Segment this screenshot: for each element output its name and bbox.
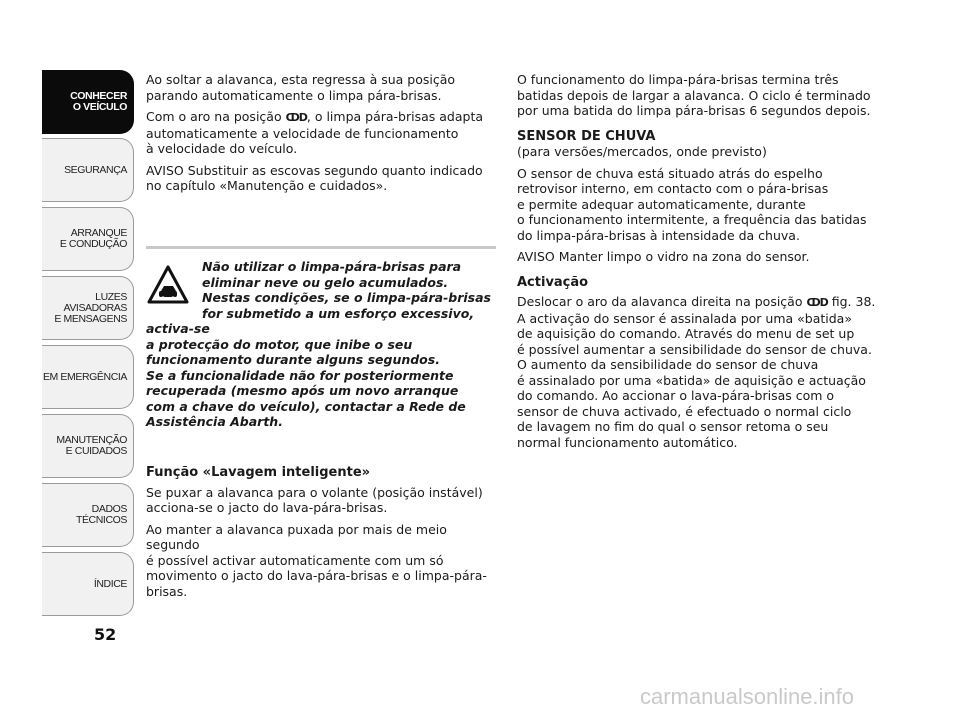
section-heading: Activação — [517, 274, 589, 290]
page-number: 52 — [94, 625, 117, 644]
tab-em-emergencia[interactable]: EM EMERGÊNCIA — [42, 345, 134, 409]
tab-dados-tecnicos[interactable]: DADOS TÉCNICOS — [42, 483, 134, 547]
section-heading: SENSOR DE CHUVA — [517, 128, 656, 144]
paragraph: AVISO Manter limpo o vidro na zona do sensor. — [517, 249, 810, 264]
section-subheading: (para versões/mercados, onde previsto) — [517, 144, 767, 159]
paragraph: O sensor de chuva está situado atrás do espelho retrovisor interno, em contacto com o pára-brisas e permite adequar automaticamente, durante o funcionamento intermitente, a frequência das batidas do limpa-pára-brisas à intensidade da chuva. — [517, 165, 867, 243]
warning-triangle-car-icon — [146, 263, 190, 307]
watermark: carmanualsonline.info — [640, 684, 855, 709]
tab-indice[interactable]: ÍNDICE — [42, 552, 134, 616]
paragraph: Ao manter a alavanca puxada por mais de meio segundo é possível activar automaticamente com um só movimento o jacto do lava-pára-brisas e o limpa-pára- brisas. — [146, 521, 487, 599]
warning-box — [146, 246, 496, 430]
tab-luzes-avisadoras[interactable]: LUZES AVISADORAS E MENSAGENS — [42, 276, 134, 340]
smart-wash-section — [146, 455, 496, 605]
wiper-auto-symbol-icon: ↀD — [806, 296, 828, 309]
tab-conhecer-o-veiculo[interactable]: CONHECER O VEÍCULO — [42, 70, 134, 134]
paragraph: AVISO Substituir as escovas segundo quanto indicado no capítulo «Manutenção e cuidados». — [146, 162, 483, 193]
tab-seguranca[interactable]: SEGURANÇA — [42, 138, 134, 202]
paragraph: Deslocar o aro da alavanca direita na posição ↀD fig. 38. A activação do sensor é assinalada por uma «batida» de aquisição do comando. Através do menu de set up é possível aumentar a sensibilidade do sensor de chuva. O aumento da sensibilidade do sensor de chuva é assinalado por uma «batida» de aquisição e actuação do comando. Ao accionar o lava-pára-brisas com o sensor de chuva activado, é efectuado o normal ciclo de lavagem no fim do qual o sensor retoma o seu normal funcionamento automático. — [517, 294, 876, 450]
paragraph: O funcionamento do limpa-pára-brisas termina três batidas depois de largar a alavanca. O ciclo é terminado por uma batida do limpa pára-brisas 6 segundos depois. — [517, 72, 871, 118]
tab-arranque-e-conducao[interactable]: ARRANQUE E CONDUÇÃO — [42, 207, 134, 271]
tab-manutencao-e-cuidados[interactable]: MANUTENÇÃO E CUIDADOS — [42, 414, 134, 478]
paragraph: Ao soltar a alavanca, esta regressa à sua posição parando automaticamente o limpa pára-brisas. — [146, 72, 456, 103]
paragraph: Com o aro na posição ↀD, o limpa pára-brisas adapta automaticamente a velocidade de funcionamento à velocidade do veículo. — [146, 109, 484, 156]
wiper-auto-symbol-icon: ↀD — [285, 111, 307, 124]
right-column — [517, 72, 877, 456]
warning-text: Não utilizar o limpa-pára-brisas para eliminar neve ou gelo acumulados. Nestas condições, se o limpa-pára-brisas for submetido a um esforço excessivo, activa-se a protecção do motor, que inibe o seu funcionamento durante alguns segundos. Se a funcionalidade não for posteriormente recuperada (mesmo após um novo arranque com a chave do veículo), contactar a Rede de Assistência Abarth. — [146, 259, 491, 429]
left-column — [146, 72, 496, 200]
section-heading: Função «Lavagem inteligente» — [146, 465, 371, 480]
paragraph: Se puxar a alavanca para o volante (posição instável) acciona-se o jacto do lava-pára-brisas. — [146, 484, 483, 515]
